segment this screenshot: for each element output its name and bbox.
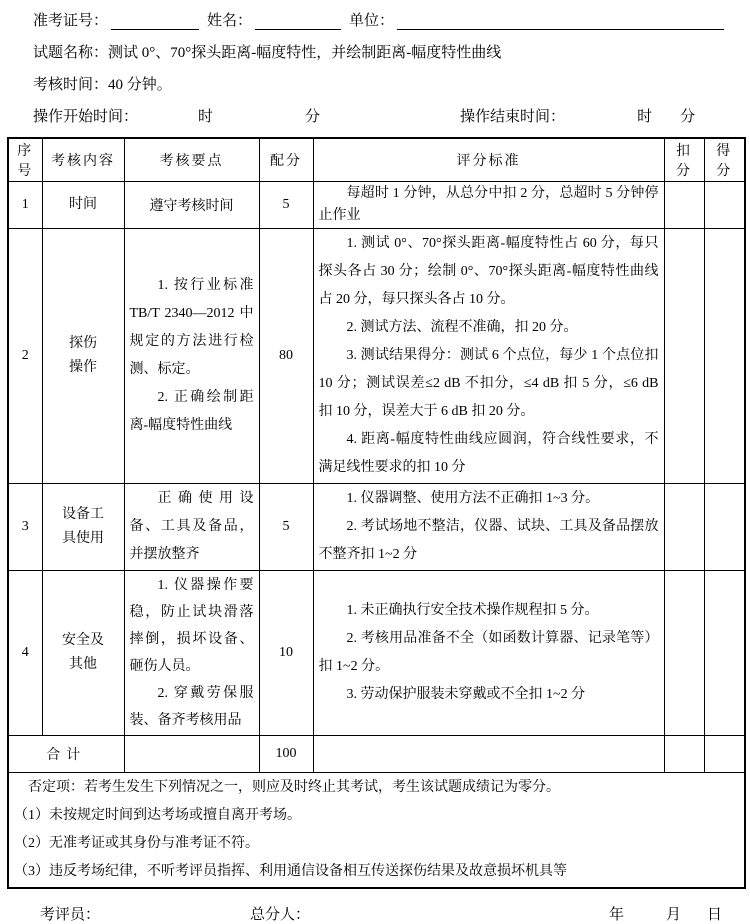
total-label-cell: 合计 — [8, 736, 124, 773]
criteria-cell — [313, 182, 664, 229]
criteria-paragraph: 3. 劳动保护服装未穿戴或不全扣 1~2 分 — [346, 687, 586, 702]
deduction-cell — [664, 484, 704, 571]
criteria-paragraph: 3. 测试结果得分：测试 6 个点位，每少 1 个点位扣 10 分；测试误差≤2 dB 不扣分，≤4 dB 扣 5 分，≤6 dB 扣 10 分，误差大于 6 dB 扣 20 分。 — [318, 348, 659, 419]
start-minute-label: 分 — [305, 109, 321, 125]
points-cell — [124, 484, 259, 571]
content-cell — [42, 571, 124, 736]
year-label: 年 — [608, 907, 624, 923]
score-cell: 5 — [259, 182, 313, 229]
points-paragraph: 正确使用设备、工具及备品，并摆放整齐 — [129, 491, 254, 562]
end-minute-label: 分 — [680, 109, 696, 125]
exam-title-line: 试题名称：测试 0°、70°探头距离-幅度特性，并绘制距离-幅度特性曲线 — [33, 45, 502, 61]
points-paragraph: 1. 按行业标准 TB/T 2340—2012 中规定的方法进行检测、标定。 — [129, 278, 254, 377]
points-line: 遵守考核时间 — [149, 199, 234, 214]
veto-item-1: （1）未按规定时间到达考场或擅自离开考场。 — [14, 808, 301, 823]
identity-line — [33, 9, 750, 30]
content-line: 设备工 — [62, 507, 104, 522]
content-line: 其他 — [69, 657, 97, 672]
serial-cell: 4 — [8, 571, 42, 736]
scoring-table — [7, 137, 746, 889]
name-blank — [255, 14, 341, 30]
criteria-paragraph: 2. 考试场地不整洁，仪器、试块、工具及备品摆放不整齐扣 1~2 分 — [318, 519, 659, 562]
serial-cell: 1 — [8, 182, 42, 229]
points-paragraph: 2. 穿戴劳保服装、备齐考核用品 — [129, 686, 254, 728]
content-cell — [42, 182, 124, 229]
table-row — [8, 571, 745, 736]
admission-no-blank — [111, 14, 199, 30]
points-cell — [124, 229, 259, 484]
criteria-paragraph: 2. 测试方法、流程不准确，扣 20 分。 — [346, 320, 578, 335]
criteria-paragraph: 4. 距离-幅度特性曲线应圆润，符合线性要求，不满足线性要求的扣 10 分 — [318, 432, 659, 475]
criteria-cell — [313, 736, 664, 773]
total-row — [8, 736, 745, 773]
column-header-deduction: 扣分 — [664, 138, 704, 182]
scorer-label: 总分人： — [250, 907, 311, 923]
table-header-row — [8, 138, 745, 182]
veto-row — [8, 773, 745, 889]
table-row — [8, 484, 745, 571]
criteria-cell — [313, 484, 664, 571]
gain-cell — [704, 182, 745, 229]
deduction-cell — [664, 229, 704, 484]
total-score-cell: 100 — [259, 736, 313, 773]
deduction-cell — [664, 182, 704, 229]
column-header-score: 配分 — [259, 138, 313, 182]
content-line: 操作 — [69, 360, 97, 375]
points-paragraph: 1. 仪器操作要稳，防止试块滑落摔倒，损坏设备、砸伤人员。 — [129, 578, 254, 674]
deduction-cell — [664, 736, 704, 773]
content-cell — [42, 229, 124, 484]
header-section — [0, 0, 750, 126]
start-time-label: 操作开始时间： — [33, 109, 139, 125]
criteria-cell — [313, 229, 664, 484]
content-line: 具使用 — [62, 531, 104, 546]
content-cell — [42, 484, 124, 571]
serial-cell: 3 — [8, 484, 42, 571]
veto-item-3: （3）违反考场纪律，不听考评员指挥、利用通信设备相互传送探伤结果及故意损坏机具等 — [14, 864, 567, 879]
points-cell — [124, 571, 259, 736]
content-line: 时间 — [69, 197, 97, 212]
column-header-gain: 得分 — [704, 138, 745, 182]
column-header-points: 考核要点 — [124, 138, 259, 182]
month-label: 月 — [665, 907, 681, 923]
criteria-paragraph: 2. 考核用品准备不全（如函数计算器、记录笔等）扣 1~2 分。 — [318, 631, 659, 674]
operation-time-line — [33, 105, 750, 126]
score-cell: 5 — [259, 484, 313, 571]
end-time-label: 操作结束时间： — [460, 109, 566, 125]
admission-no-label: 准考证号： — [33, 13, 109, 29]
score-cell: 80 — [259, 229, 313, 484]
serial-cell: 2 — [8, 229, 42, 484]
column-header-content: 考核内容 — [42, 138, 124, 182]
date-labels — [609, 903, 722, 924]
gain-cell — [704, 484, 745, 571]
content-line: 探伤 — [69, 336, 97, 351]
criteria-paragraph: 1. 仪器调整、使用方法不正确扣 1~3 分。 — [346, 491, 600, 506]
criteria-paragraph: 1. 测试 0°、70°探头距离-幅度特性占 60 分，每只探头各占 30 分；绘制 0°、70°探头距离-幅度特性曲线占 20 分，每只探头各占 10 分。 — [318, 236, 659, 307]
points-paragraph: 2. 正确绘制距离-幅度特性曲线 — [129, 390, 254, 433]
column-header-criteria: 评分标准 — [313, 138, 664, 182]
examiner-label: 考评员： — [40, 907, 101, 923]
start-hour-label: 时 — [198, 109, 214, 125]
table-row — [8, 229, 745, 484]
veto-item-2: （2）无准考证或其身份与准考证不符。 — [14, 836, 259, 851]
day-label: 日 — [706, 907, 722, 923]
veto-section — [8, 773, 745, 889]
content-line: 安全及 — [62, 633, 104, 648]
criteria-paragraph: 1. 未正确执行安全技术操作规程扣 5 分。 — [346, 603, 599, 618]
veto-intro: 否定项：若考生发生下列情况之一，则应及时终止其考试，考生该试题成绩记为零分。 — [28, 780, 560, 795]
points-cell — [124, 182, 259, 229]
criteria-cell — [313, 571, 664, 736]
name-label: 姓名： — [207, 13, 253, 29]
footer-section — [0, 889, 750, 924]
unit-blank — [397, 14, 724, 30]
gain-cell — [704, 736, 745, 773]
exam-duration-line: 考核时间：40 分钟。 — [33, 77, 172, 93]
end-hour-label: 时 — [637, 109, 653, 125]
table-row — [8, 182, 745, 229]
gain-cell — [704, 571, 745, 736]
unit-label: 单位： — [349, 13, 395, 29]
gain-cell — [704, 229, 745, 484]
column-header-serial: 序号 — [8, 138, 42, 182]
criteria-paragraph: 每超时 1 分钟，从总分中扣 2 分，总超时 5 分钟停止作业 — [318, 186, 659, 223]
score-cell: 10 — [259, 571, 313, 736]
points-cell — [124, 736, 259, 773]
deduction-cell — [664, 571, 704, 736]
